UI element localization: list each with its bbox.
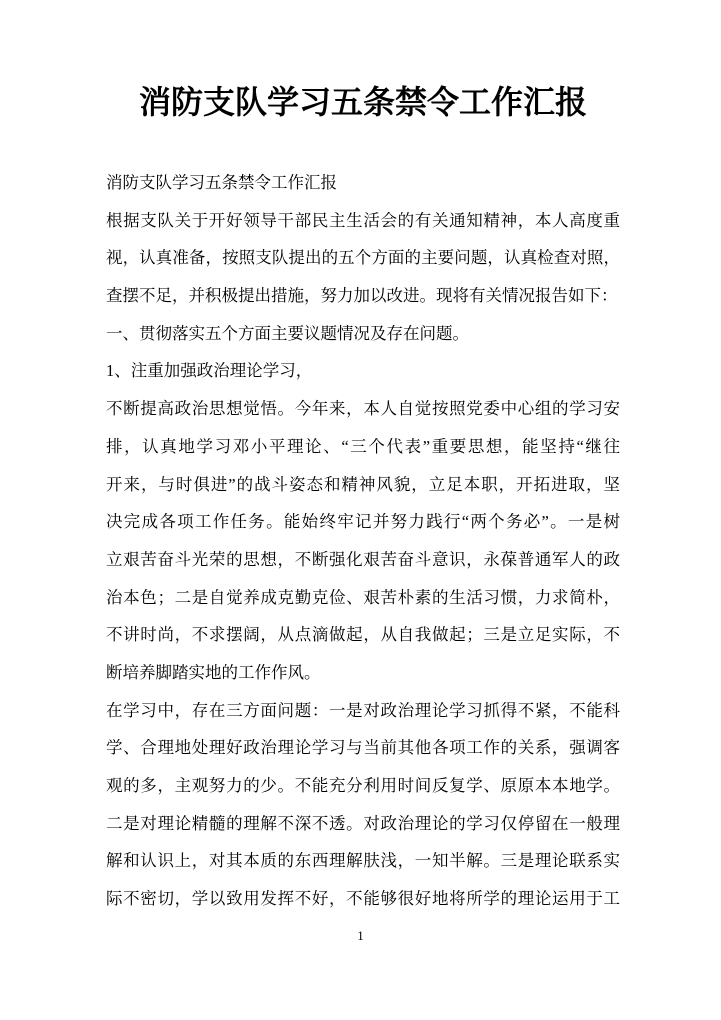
paragraph [106,315,620,353]
text-line: 学、合理地处理好政治理论学习与当前其他各项工作的关系，强调客 [106,738,620,758]
text-line: 查摆不足，并积极提出措施，努力加以改进。现将有关情况报告如下： [106,286,618,306]
text-line: 开来，与时俱进”的战斗姿态和精神风貌，立足本职，开拓进取，坚 [106,474,620,494]
text-line: 不讲时尚，不求摆阔，从点滴做起，从自我做起；三是立足实际，不 [106,625,620,645]
text-line: 解和认识上，对其本质的东西理解肤浅，一知半解。三是理论联系实 [106,851,620,871]
document-content [106,80,620,918]
page-number: 1 [357,928,364,943]
paragraph [106,390,620,692]
text-line: 视，认真准备，按照支队提出的五个方面的主要问题，认真检查对照， [106,248,620,268]
text-line: 治本色；二是自觉养成克勤克俭、艰苦朴素的生活习惯，力求简朴， [106,587,620,607]
document-body [106,164,620,918]
paragraph [106,164,620,202]
text-line: 观的多，主观努力的少。不能充分利用时间反复学、原原本本地学。 [106,776,620,795]
paragraph [106,692,620,918]
text-line: 在学习中，存在三方面问题：一是对政治理论学习抓得不紧，不能科 [106,700,620,720]
text-line: 立艰苦奋斗光荣的思想，不断强化艰苦奋斗意识，永葆普通军人的政 [106,549,620,569]
text-line: 消防支队学习五条禁令工作汇报 [106,173,337,192]
paragraph [106,352,620,390]
text-line: 际不密切，学以致用发挥不好，不能够很好地将所学的理论运用于工 [106,889,620,909]
text-line: 1、注重加强政治理论学习， [106,361,313,381]
paragraph [106,202,620,315]
text-line: 二是对理论精髓的理解不深不透。对政治理论的学习仅停留在一般理 [106,813,620,833]
text-line: 决完成各项工作任务。能始终牢记并努力践行“两个务必”。一是树 [106,512,620,532]
text-line: 一、贯彻落实五个方面主要议题情况及存在问题。 [106,323,469,343]
text-line: 不断提高政治思想觉悟。今年来，本人自觉按照党委中心组的学习安 [106,399,620,419]
text-line: 根据支队关于开好领导干部民主生活会的有关通知精神，本人高度重 [106,210,620,230]
document-title: 消防支队学习五条禁令工作汇报 [138,84,587,120]
text-line: 断培养脚踏实地的工作作风。 [106,662,321,682]
text-line: 排，认真地学习邓小平理论、“三个代表”重要思想，能坚持“继往 [106,436,620,456]
